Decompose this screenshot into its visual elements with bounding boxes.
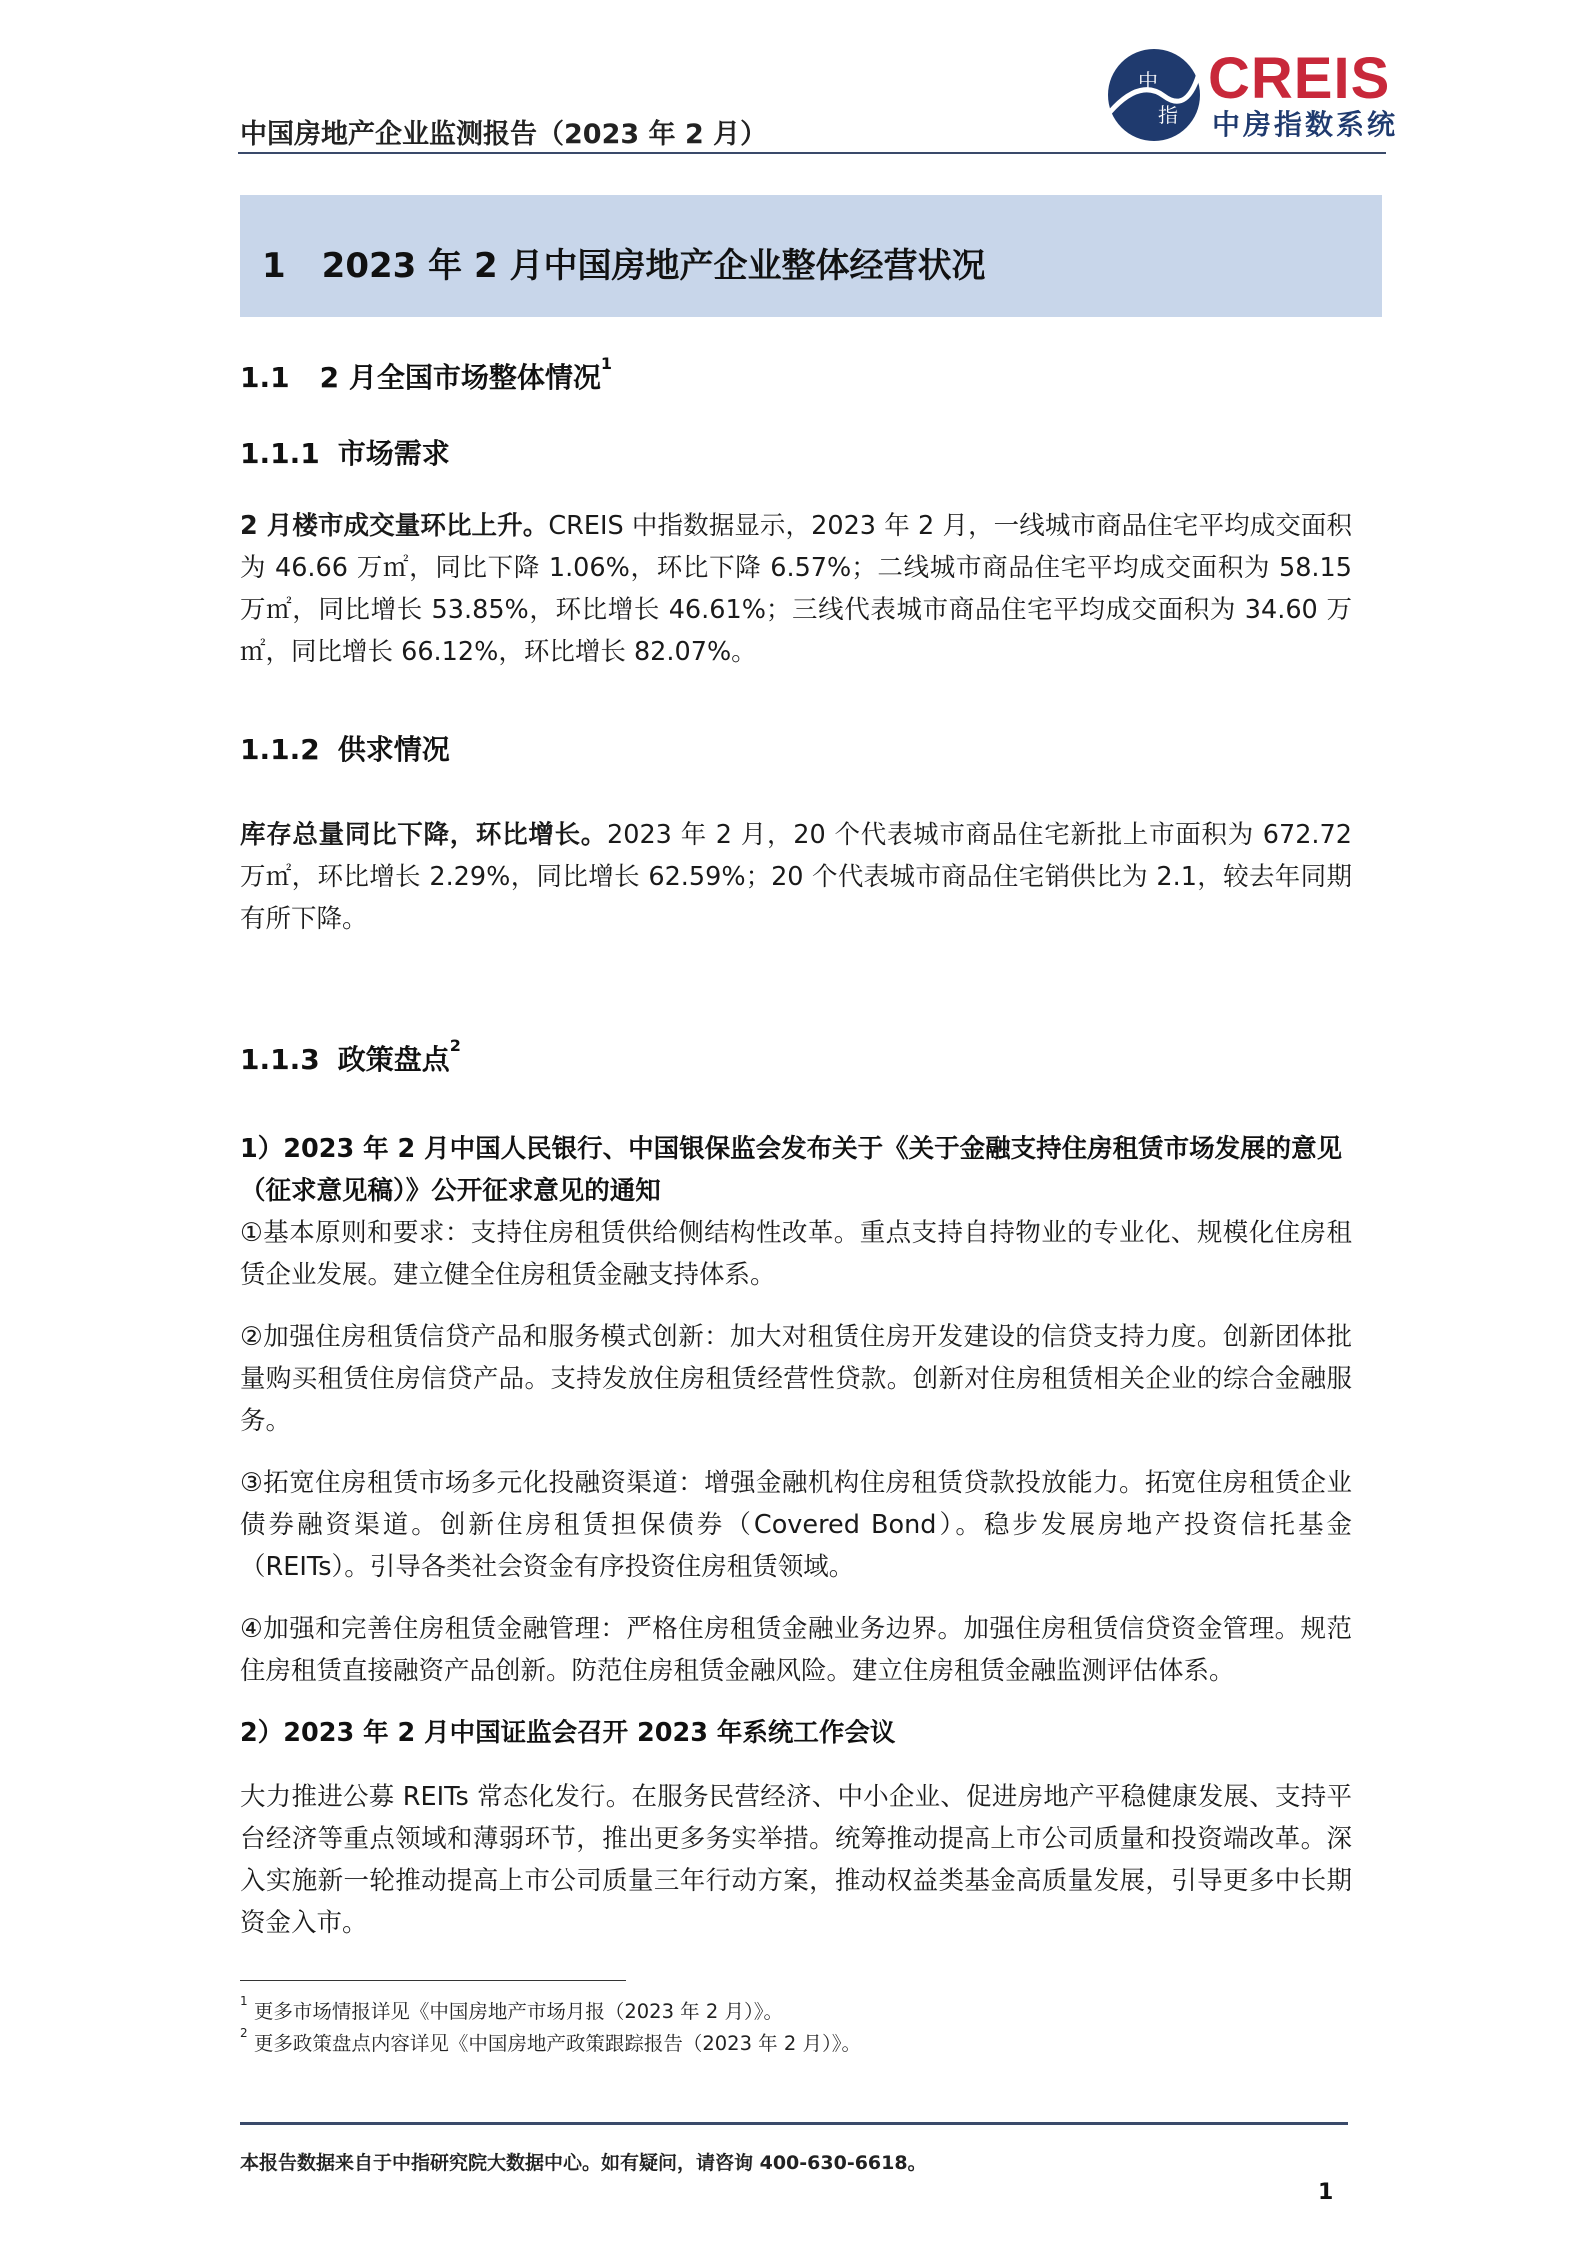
market-demand-paragraph (240, 505, 1352, 673)
subsection-1-1-3-title: 政策盘点 (337, 1043, 450, 1076)
supply-demand-text: 2023 年 2 月，20 个代表城市商品住宅新批上市面积为 672.72 万㎡，环比增长 2.29%，同比增长 62.59%；20 个代表城市商品住宅销供比为 2.1，较去年同期有所下降。 (240, 820, 1352, 934)
subsection-1-1-number: 1.1 (240, 361, 290, 394)
policy-1-item-1: ①基本原则和要求：支持住房租赁供给侧结构性改革。重点支持自持物业的专业化、规模化住房租赁企业发展。建立健全住房租赁金融支持体系。 (240, 1218, 1352, 1290)
header-divider (238, 152, 1386, 154)
report-header-title: 中国房地产企业监测报告（2023 年 2 月） (240, 119, 768, 150)
subsection-1-1-heading (240, 356, 612, 396)
section-number: 1 (262, 246, 286, 286)
policy-1-item-3: ③拓宽住房租赁市场多元化投融资渠道：增强金融机构住房租赁贷款投放能力。拓宽住房租赁企业债券融资渠道。创新住房租赁担保债券（Covered Bond）。稳步发展房地产投资信托基金（REITs）。引导各类社会资金有序投资住房租赁领域。 (240, 1468, 1352, 1582)
subsection-1-1-2-number: 1.1.2 (240, 733, 320, 766)
subsection-1-1-2-heading (240, 728, 450, 768)
footnote-ref-1[interactable]: 1 (600, 354, 612, 373)
policy-1-item-2: ②加强住房租赁信贷产品和服务模式创新：加大对租赁住房开发建设的信贷支持力度。创新团体批量购买租赁住房信贷产品。支持发放住房租赁经营性贷款。创新对住房租赁相关企业的综合金融服务。 (240, 1322, 1352, 1436)
footnote-2-text: 更多政策盘点内容详见《中国房地产政策跟踪报告（2023 年 2 月）》。 (253, 2032, 861, 2055)
page-number: 1 (1318, 2180, 1334, 2205)
footnote-ref-2[interactable]: 2 (449, 1036, 461, 1055)
section-title: 2023 年 2 月中国房地产企业整体经营状况 (321, 246, 986, 286)
logo-mark-top: 中 (1138, 69, 1158, 93)
policy-1-heading: 1）2023 年 2 月中国人民银行、中国银保监会发布关于《关于金融支持住房租赁市场发展的意见（征求意见稿）》公开征求意见的通知 (240, 1134, 1343, 1206)
logo-brand-sub: 中房指数系统 (1212, 108, 1399, 141)
policy-1-item-4: ④加强和完善住房租赁金融管理：严格住房租赁金融业务边界。加强住房租赁信贷资金管理。规范住房租赁直接融资产品创新。防范住房租赁金融风险。建立住房租赁金融监测评估体系。 (240, 1614, 1352, 1686)
footnote-divider (240, 1980, 626, 1981)
footer-divider (240, 2122, 1348, 2125)
footnote-1-mark: 1 (240, 1994, 248, 2008)
subsection-1-1-3-heading (240, 1038, 461, 1078)
market-demand-lead: 2 月楼市成交量环比上升。 (240, 511, 549, 541)
section-heading (262, 238, 985, 287)
footnote-2 (240, 2028, 861, 2056)
subsection-1-1-title: 2 月全国市场整体情况 (319, 361, 601, 394)
policy-2-heading: 2）2023 年 2 月中国证监会召开 2023 年系统工作会议 (240, 1718, 896, 1748)
footnote-1-text: 更多市场情报详见《中国房地产市场月报（2023 年 2 月）》。 (253, 2000, 783, 2023)
subsection-1-1-2-title: 供求情况 (337, 733, 450, 766)
subsection-1-1-1-number: 1.1.1 (240, 437, 320, 470)
footer-contact: 本报告数据来自于中指研究院大数据中心。如有疑问，请咨询 400-630-6618。 (240, 2152, 927, 2174)
logo-mark-bottom: 指 (1158, 103, 1178, 127)
subsection-1-1-1-heading (240, 432, 450, 472)
footnote-1 (240, 1996, 783, 2024)
logo-graphic (1100, 40, 1430, 150)
footnote-2-mark: 2 (240, 2026, 248, 2040)
policy-2-paragraph: 大力推进公募 REITs 常态化发行。在服务民营经济、中小企业、促进房地产平稳健康发展、支持平台经济等重点领域和薄弱环节，推出更多务实举措。统筹推动提高上市公司质量和投资端改革。深入实施新一轮推动提高上市公司质量三年行动方案，推动权益类基金高质量发展，引导更多中长期资金入市。 (240, 1782, 1352, 1938)
subsection-1-1-3-number: 1.1.3 (240, 1043, 320, 1076)
supply-demand-lead: 库存总量同比下降，环比增长。 (240, 820, 608, 850)
logo-brand: CREIS (1208, 46, 1391, 111)
subsection-1-1-1-title: 市场需求 (337, 437, 450, 470)
market-demand-text: CREIS 中指数据显示，2023 年 2 月，一线城市商品住宅平均成交面积为 46.66 万㎡，同比下降 1.06%，环比下降 6.57%；二线城市商品住宅平均成交面积为 58.15 万㎡，同比增长 53.85%，环比增长 46.61%；三线代表城市商品住宅平均成交面积为 34.60 万㎡，同比增长 66.12%，环比增长 82.07%。 (240, 511, 1353, 667)
section-banner (240, 195, 1382, 317)
creis-logo (1100, 40, 1430, 150)
supply-demand-paragraph (240, 814, 1352, 940)
